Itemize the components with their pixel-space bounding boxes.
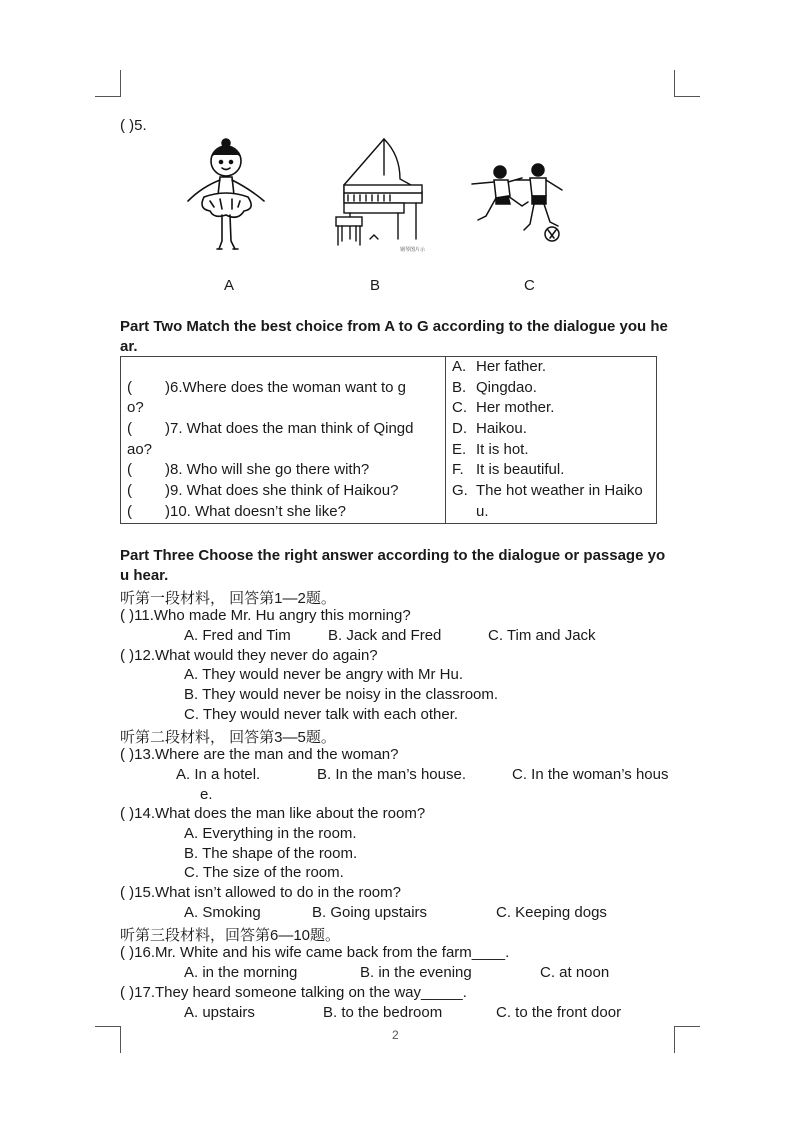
question-7: ( )7. What does the man think of Qingd	[127, 420, 414, 438]
choice-d: D. Haikou.	[452, 420, 527, 438]
choices-column: A. Her father. B. Qingdao. C. Her mother. D. Haikou. E. It is hot. F. It is beautiful. G. The hot weather in Haiko u.	[446, 357, 657, 524]
question-15-option-a: A. Smoking	[184, 904, 261, 921]
choice-b: B. Qingdao.	[452, 378, 537, 396]
section-1-heading: 听第一段材料， 回答第1—2题。	[120, 590, 336, 607]
question-5-option-b: B	[370, 277, 381, 294]
question-17: ( )17.They heard someone talking on the way_____.	[120, 984, 467, 1001]
question-6: ( )6.Where does the woman want to g	[127, 378, 406, 396]
question-12-option-b: B. They would never be noisy in the classroom.	[184, 686, 499, 703]
question-14-option-c: C. The size of the room.	[184, 864, 344, 881]
question-13-option-b: B. In the man’s house.	[317, 766, 466, 783]
football-players-image	[466, 160, 570, 244]
crop-mark-top-left	[95, 96, 121, 97]
question-17-option-a: A. upstairs	[184, 1004, 255, 1021]
question-15: ( )15.What isn’t allowed to do in the room?	[120, 884, 401, 901]
question-11-option-a: A. Fred and Tim	[184, 627, 291, 644]
question-13-option-c-cont: e.	[200, 786, 213, 803]
part-two-title: Part Two Match the best choice from A to G according to the dialogue you he	[120, 318, 668, 335]
crop-mark-top-right	[674, 70, 675, 97]
crop-mark-top-left	[120, 70, 121, 97]
question-14-option-a: A. Everything in the room.	[184, 825, 357, 842]
question-9: ( )9. What does she think of Haikou?	[127, 482, 399, 500]
question-16-option-b: B. in the evening	[360, 964, 472, 981]
crop-mark-top-right	[674, 96, 700, 97]
part-three-title: Part Three Choose the right answer according to the dialogue or passage yo	[120, 547, 666, 564]
part-two-title-cont: ar.	[120, 338, 138, 355]
question-12-option-a: A. They would never be angry with Mr Hu.	[184, 666, 464, 683]
choice-g: G. The hot weather in Haiko	[452, 482, 643, 500]
crop-mark-bottom-left	[95, 1026, 121, 1027]
question-16-option-c: C. at noon	[540, 964, 610, 981]
choice-a: A. Her father.	[452, 358, 547, 375]
grand-piano-image	[330, 135, 430, 255]
question-11-option-c: C. Tim and Jack	[488, 627, 596, 644]
question-16: ( )16.Mr. White and his wife came back from the farm____.	[120, 944, 510, 961]
question-12: ( )12.What would they never do again?	[120, 647, 378, 664]
crop-mark-bottom-right	[674, 1026, 700, 1027]
crop-mark-bottom-right	[674, 1026, 675, 1053]
question-17-option-c: C. to the front door	[496, 1004, 622, 1021]
choice-e: E. It is hot.	[452, 440, 529, 458]
question-13-option-c: C. In the woman’s hous	[512, 766, 669, 783]
questions-column: ( )6.Where does the woman want to g o? ( )7. What does the man think of Qingd ao? ( )8. Who will she go there with? ( )9. What does she think of Haikou? ( )10. What doesn’t she like?	[121, 357, 446, 524]
part-three-title-cont: u hear.	[120, 567, 169, 584]
matching-table	[120, 356, 657, 524]
question-10: ( )10. What doesn’t she like?	[127, 502, 346, 520]
piano-caption: 钢琴图片示	[400, 247, 426, 253]
choice-c: C. Her mother.	[452, 399, 555, 417]
question-5-number: ( )5.	[120, 117, 147, 134]
question-5-option-c: C	[524, 277, 535, 294]
question-13: ( )13.Where are the man and the woman?	[120, 746, 399, 763]
question-12-option-c: C. They would never talk with each other.	[184, 706, 459, 723]
crop-mark-bottom-left	[120, 1026, 121, 1053]
question-16-option-a: A. in the morning	[184, 964, 298, 981]
question-14: ( )14.What does the man like about the room?	[120, 805, 426, 822]
question-5-option-a: A	[224, 277, 235, 294]
section-3-heading: 听第三段材料，回答第6—10题。	[120, 927, 341, 944]
question-11-option-b: B. Jack and Fred	[328, 627, 442, 644]
question-13-option-a: A. In a hotel.	[176, 766, 261, 783]
question-15-option-c: C. Keeping dogs	[496, 904, 607, 921]
question-15-option-b: B. Going upstairs	[312, 904, 428, 921]
question-14-option-b: B. The shape of the room.	[184, 845, 358, 862]
section-2-heading: 听第二段材料， 回答第3—5题。	[120, 729, 336, 746]
choice-f: F. It is beautiful.	[452, 461, 565, 479]
question-11: ( )11.Who made Mr. Hu angry this morning?	[120, 607, 411, 624]
ballet-dancer-image	[180, 135, 272, 257]
question-17-option-b: B. to the bedroom	[323, 1004, 443, 1021]
page-number: 2	[392, 1028, 399, 1042]
question-8: ( )8. Who will she go there with?	[127, 461, 370, 479]
